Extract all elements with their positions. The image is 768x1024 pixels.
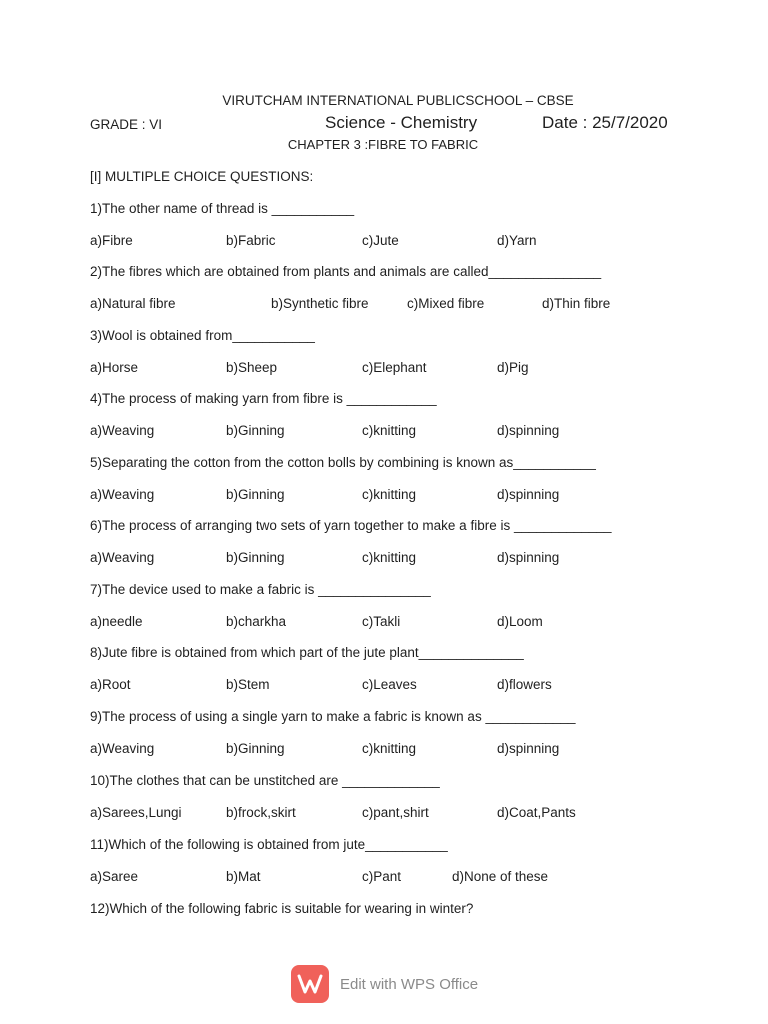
- question-5-option-b: b)Ginning: [226, 487, 285, 502]
- school-name: VIRUTCHAM INTERNATIONAL PUBLICSCHOOL – CBSE: [222, 93, 574, 108]
- wps-office-logo-icon[interactable]: [291, 965, 329, 1003]
- question-6-option-c: c)knitting: [362, 550, 417, 565]
- question-8-option-d: d)flowers: [497, 677, 552, 692]
- question-1-option-d: d)Yarn: [497, 233, 537, 248]
- edit-with-wps-link[interactable]: Edit with WPS Office: [340, 976, 479, 993]
- question-3-option-c: c)Elephant: [362, 360, 427, 375]
- question-2: 2)The fibres which are obtained from plants and animals are called_______________: [90, 264, 602, 279]
- question-2-option-a: a)Natural fibre: [90, 296, 176, 311]
- question-11-option-c: c)Pant: [362, 869, 402, 884]
- question-5-option-d: d)spinning: [497, 487, 560, 502]
- question-5: 5)Separating the cotton from the cotton bolls by combining is known as___________: [90, 455, 596, 470]
- question-9-option-c: c)knitting: [362, 741, 417, 756]
- question-11-option-b: b)Mat: [226, 869, 261, 884]
- question-1-option-b: b)Fabric: [226, 233, 276, 248]
- question-3: 3)Wool is obtained from___________: [90, 328, 315, 343]
- question-9-option-b: b)Ginning: [226, 741, 285, 756]
- question-8-option-c: c)Leaves: [362, 677, 417, 692]
- question-6-option-a: a)Weaving: [90, 550, 155, 565]
- question-4-option-d: d)spinning: [497, 423, 560, 438]
- chapter-title: CHAPTER 3 :FIBRE TO FABRIC: [287, 137, 479, 152]
- question-1-option-c: c)Jute: [362, 233, 399, 248]
- question-10-option-b: b)frock,skirt: [226, 805, 296, 820]
- question-4-option-a: a)Weaving: [90, 423, 155, 438]
- question-2-option-c: c)Mixed fibre: [407, 296, 485, 311]
- question-1: 1)The other name of thread is ___________: [90, 201, 355, 216]
- question-9: 9)The process of using a single yarn to make a fabric is known as ____________: [90, 709, 576, 724]
- question-10-option-d: d)Coat,Pants: [497, 805, 576, 820]
- question-6: 6)The process of arranging two sets of yarn together to make a fibre is _____________: [90, 518, 612, 533]
- question-10-option-c: c)pant,shirt: [362, 805, 429, 820]
- question-7-option-a: a)needle: [90, 614, 143, 629]
- question-8-option-b: b)Stem: [226, 677, 270, 692]
- question-4: 4)The process of making yarn from fibre is ____________: [90, 391, 437, 406]
- question-11-option-a: a)Saree: [90, 869, 139, 884]
- question-1-option-a: a)Fibre: [90, 233, 133, 248]
- question-2-option-b: b)Synthetic fibre: [271, 296, 369, 311]
- question-3-option-d: d)Pig: [497, 360, 529, 375]
- question-7-option-b: b)charkha: [226, 614, 287, 629]
- worksheet-date: Date : 25/7/2020: [542, 113, 668, 132]
- question-10-option-a: a)Sarees,Lungi: [90, 805, 182, 820]
- question-7-option-c: c)Takli: [362, 614, 401, 629]
- grade-label: GRADE : VI: [90, 117, 163, 132]
- question-6-option-b: b)Ginning: [226, 550, 285, 565]
- question-10: 10)The clothes that can be unstitched are _____________: [90, 773, 440, 788]
- question-8: 8)Jute fibre is obtained from which part of the jute plant______________: [90, 645, 524, 660]
- question-3-option-a: a)Horse: [90, 360, 139, 375]
- question-7: 7)The device used to make a fabric is _______________: [90, 582, 431, 597]
- question-6-option-d: d)spinning: [497, 550, 560, 565]
- question-9-option-d: d)spinning: [497, 741, 560, 756]
- question-11-option-d: d)None of these: [452, 869, 549, 884]
- question-11: 11)Which of the following is obtained from jute___________: [90, 837, 448, 852]
- question-3-option-b: b)Sheep: [226, 360, 278, 375]
- question-4-option-b: b)Ginning: [226, 423, 285, 438]
- section-title: [I] MULTIPLE CHOICE QUESTIONS:: [90, 169, 314, 184]
- question-5-option-a: a)Weaving: [90, 487, 155, 502]
- subject-title: Science - Chemistry: [325, 113, 478, 132]
- question-7-option-d: d)Loom: [497, 614, 543, 629]
- question-9-option-a: a)Weaving: [90, 741, 155, 756]
- question-2-option-d: d)Thin fibre: [542, 296, 611, 311]
- question-12: 12)Which of the following fabric is suitable for wearing in winter?: [90, 901, 474, 916]
- question-5-option-c: c)knitting: [362, 487, 417, 502]
- question-4-option-c: c)knitting: [362, 423, 417, 438]
- question-8-option-a: a)Root: [90, 677, 131, 692]
